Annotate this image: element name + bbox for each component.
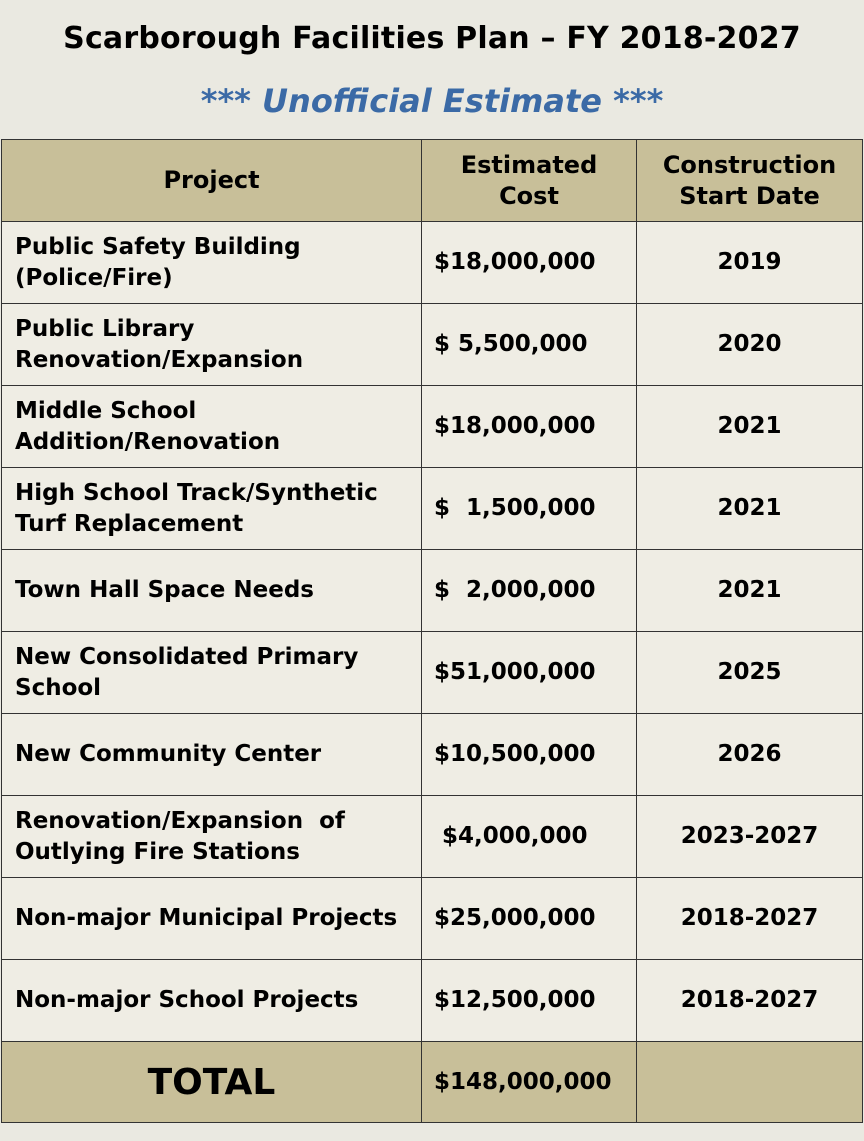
cost-cell: $ 5,500,000 [422, 304, 637, 386]
cost-cell: $18,000,000 [422, 386, 637, 468]
project-name-line2: Renovation/Expansion [15, 346, 304, 373]
table-row [2, 632, 863, 714]
project-name-line2: (Police/Fire) [15, 264, 173, 291]
cost-cell: $12,500,000 [422, 960, 637, 1042]
projects-table [1, 139, 863, 1123]
project-name-line1: New Community Center [15, 741, 322, 767]
table-row [2, 222, 863, 304]
header-date-line1: Construction [662, 150, 837, 179]
page-subtitle: *** Unofficial Estimate *** [200, 82, 664, 120]
project-name-line1: Town Hall Space Needs [15, 577, 314, 603]
start-date-cell: 2021 [637, 386, 863, 468]
project-name-line1: Public Safety Building [15, 233, 301, 260]
cost-cell: $ 1,500,000 [422, 468, 637, 550]
cost-cell: $25,000,000 [422, 878, 637, 960]
table-row [2, 386, 863, 468]
project-name-line2: Addition/Renovation [15, 428, 281, 455]
project-name-line2: Outlying Fire Stations [15, 838, 300, 865]
start-date-cell: 2018-2027 [637, 960, 863, 1042]
table-row [2, 468, 863, 550]
project-cell [2, 222, 422, 304]
start-date-cell: 2020 [637, 304, 863, 386]
page-title: Scarborough Facilities Plan – FY 2018-2027 [63, 21, 801, 56]
cost-cell: $51,000,000 [422, 632, 637, 714]
header-cost-line2: Cost [499, 181, 559, 210]
header-estimated-cost [422, 140, 637, 222]
start-date-cell: 2023-2027 [637, 796, 863, 878]
start-date-cell: 2018-2027 [637, 878, 863, 960]
project-cell [2, 796, 422, 878]
project-cell [2, 632, 422, 714]
total-row [2, 1042, 863, 1123]
project-name-line1: Non-major School Projects [15, 987, 359, 1013]
project-name-line1: New Consolidated Primary [15, 643, 359, 670]
project-cell [2, 714, 422, 796]
start-date-cell: 2019 [637, 222, 863, 304]
project-cell [2, 878, 422, 960]
header-date-line2: Start Date [679, 181, 820, 210]
project-name-line2: School [15, 674, 102, 701]
header-start-date [637, 140, 863, 222]
cost-cell: $ 2,000,000 [422, 550, 637, 632]
project-name-line1: High School Track/Synthetic [15, 479, 378, 506]
header [0, 0, 864, 139]
start-date-cell: 2021 [637, 550, 863, 632]
project-cell [2, 304, 422, 386]
project-cell [2, 386, 422, 468]
total-date [637, 1042, 863, 1123]
table-row [2, 550, 863, 632]
project-name-line1: Renovation/Expansion of [15, 807, 345, 834]
project-name-line1: Middle School [15, 397, 197, 424]
start-date-cell: 2025 [637, 632, 863, 714]
table-header-row [2, 140, 863, 222]
total-label: TOTAL [2, 1042, 422, 1123]
table-row [2, 796, 863, 878]
project-cell [2, 550, 422, 632]
header-project-label: Project [163, 166, 260, 194]
start-date-cell: 2026 [637, 714, 863, 796]
project-name-line1: Public Library [15, 315, 195, 342]
header-cost-line1: Estimated [460, 150, 598, 179]
start-date-cell: 2021 [637, 468, 863, 550]
table-row [2, 960, 863, 1042]
project-name-line1: Non-major Municipal Projects [15, 905, 398, 931]
cost-cell: $4,000,000 [422, 796, 637, 878]
project-cell [2, 468, 422, 550]
total-cost: $148,000,000 [422, 1042, 637, 1123]
project-cell [2, 960, 422, 1042]
cost-cell: $18,000,000 [422, 222, 637, 304]
header-project [2, 140, 422, 222]
cost-cell: $10,500,000 [422, 714, 637, 796]
table-row [2, 878, 863, 960]
table-row [2, 714, 863, 796]
project-name-line2: Turf Replacement [15, 510, 244, 537]
table-row [2, 304, 863, 386]
